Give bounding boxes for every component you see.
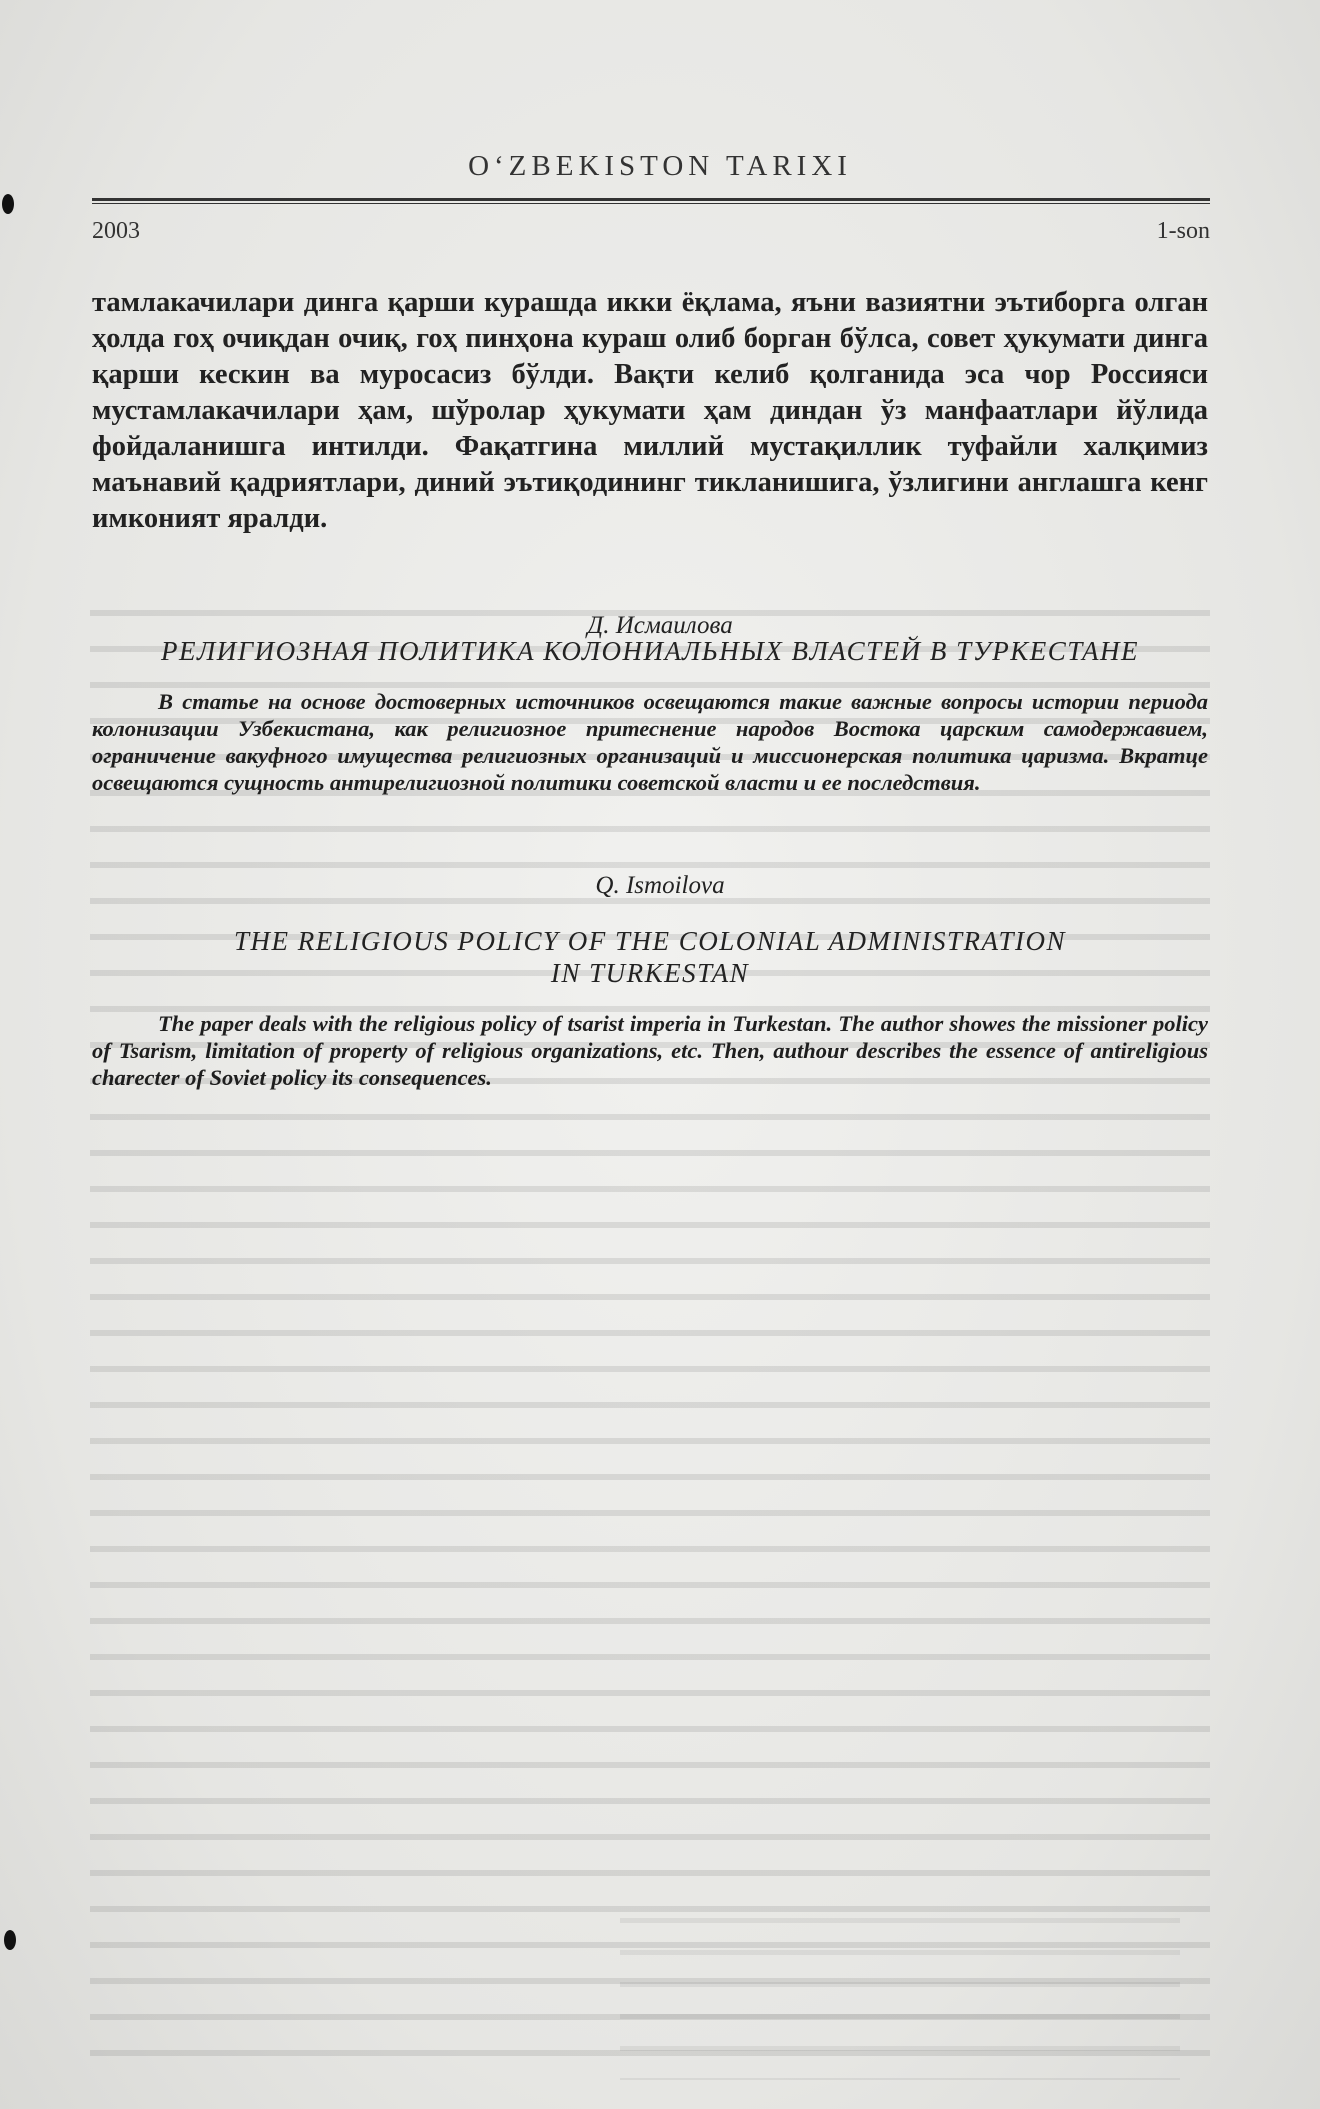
russian-author: Д. Исмаилова bbox=[587, 612, 733, 639]
journal-title: OʻZBEKISTON TARIXI bbox=[468, 150, 852, 182]
english-author: Q. Ismoilova bbox=[595, 872, 725, 899]
intro-paragraph: тамлакачилари динга қарши курашда икки ёқлама, яъни вазиятни эътиборга олган ҳолда гоҳ очиқдан очиқ, гоҳ пинҳона кураш олиб борган бўлса, совет ҳукумати динга қарши кескин ва муросасиз бўлди. Вақти келиб қолганида эса чор Россияси мустамлакачилари ҳам, шўролар ҳукумати ҳам диндан ўз манфаатлари йўлида фойдаланишга интилди. Фақатгина миллий мустақиллик туфайли халқимиз маънавий қадриятлари, диний эътиқодининг тикланишига, ўзлигини англашга кенг имконият яралди. bbox=[92, 287, 1208, 534]
header-rule-thin bbox=[92, 203, 1210, 204]
header-rule-thick bbox=[92, 198, 1210, 201]
journal-issue: 1-son bbox=[1156, 218, 1210, 244]
russian-abstract: В статье на основе достоверных источников освещаются такие важные вопросы истории периода колонизации Узбекистана, как религиозное притеснение народов Востока царским самодержавием, ограничение вакуфного имущества религиозных организаций и миссионерская политика царизма. Вкратце освещаются сущность антирелигиозной политики советской власти и ее последствия. bbox=[92, 689, 1208, 795]
english-title-line1: THE RELIGIOUS POLICY OF THE COLONIAL ADMINISTRATION bbox=[233, 926, 1067, 956]
journal-year: 2003 bbox=[92, 218, 140, 244]
english-abstract: The paper deals with the religious policy of tsarist imperia in Turkestan. The author showes the missioner policy of Tsarism, limitation of property of religious organizations, etc. Then, authour describes the essence of antireligious charecter of Soviet policy its consequences. bbox=[92, 1011, 1208, 1090]
bleed-through-texture bbox=[90, 590, 1210, 2070]
english-title bbox=[92, 925, 1208, 989]
english-title-line2: IN TURKESTAN bbox=[550, 958, 750, 988]
punch-hole-bottom bbox=[4, 1930, 16, 1950]
punch-hole-top bbox=[2, 194, 14, 214]
bleed-through-texture-bottom bbox=[620, 1900, 1180, 2080]
russian-title: РЕЛИГИОЗНАЯ ПОЛИТИКА КОЛОНИАЛЬНЫХ ВЛАСТЕЙ В ТУРКЕСТАНЕ bbox=[160, 636, 1139, 666]
